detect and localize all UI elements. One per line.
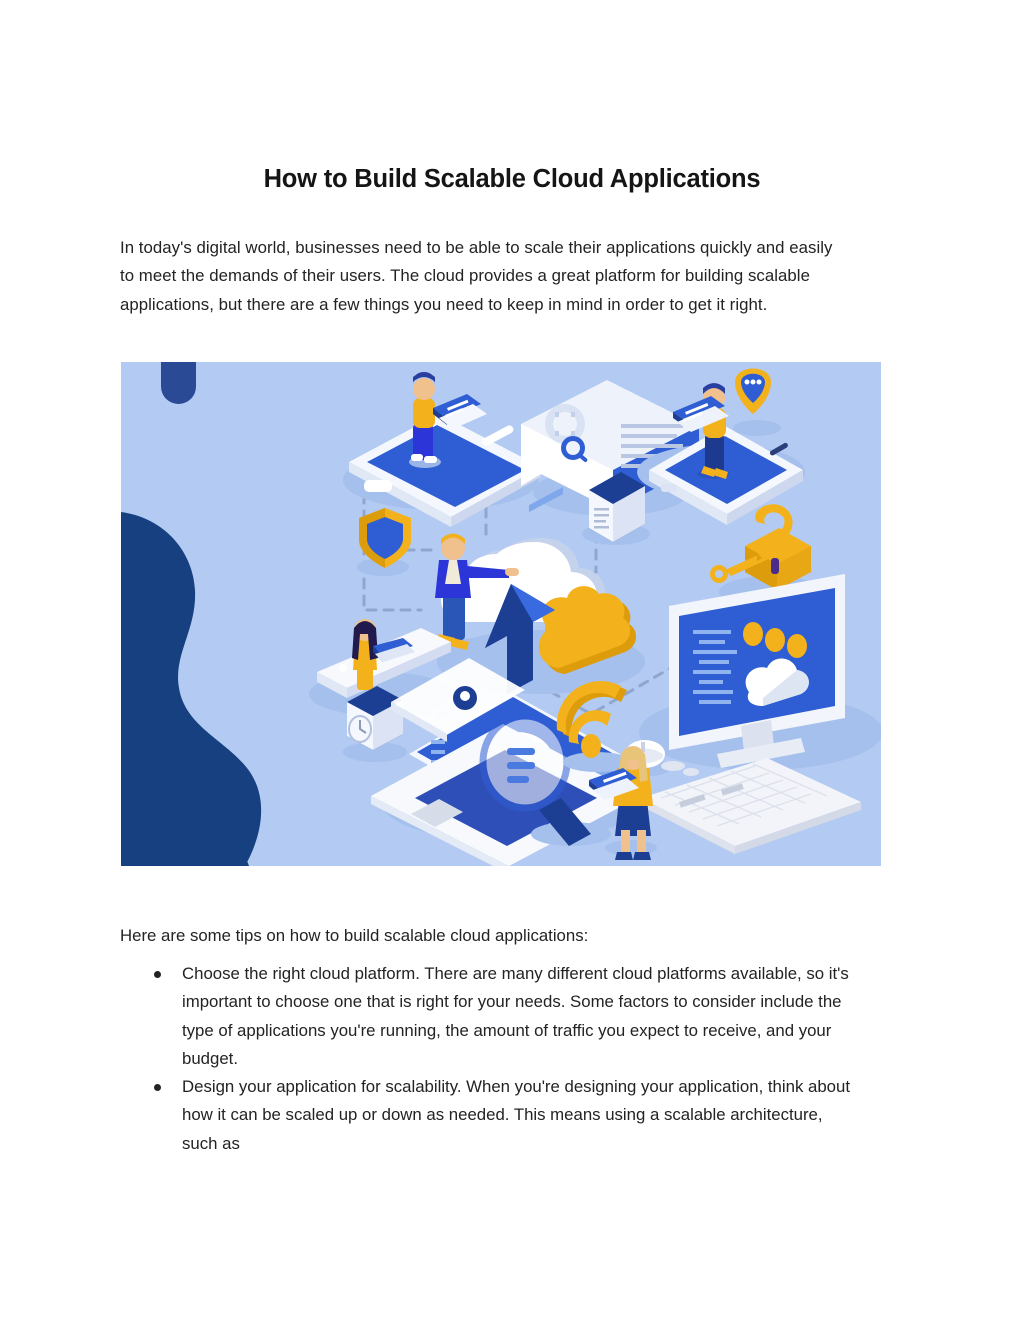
intro-paragraph: In today's digital world, businesses need to be able to scale their applications quickly and easily to meet the demands of their users. The cloud provides a great platform for building scalable applications, but there are a few things you need to keep in mind in order to get it right. (120, 237, 833, 314)
list-item (120, 960, 850, 1073)
list-item-text: Choose the right cloud platform. There are many different cloud platforms available, so it's important to choose one that is right for your needs. Some factors to consider include the type of applications you're running, the amount of traffic you expect to receive, and your budget. (182, 964, 849, 1068)
isometric-cloud-illustration (121, 362, 881, 866)
page-title: How to Build Scalable Cloud Applications (263, 165, 761, 194)
tips-intro-paragraph: Here are some tips on how to build scalable cloud applications: (120, 925, 589, 945)
tips-list (120, 960, 850, 1158)
list-item-text: Design your application for scalability. When you're designing your application, think about how it can be scaled up or down as needed. This means using a scalable architecture, such as (182, 1077, 850, 1153)
cloud-illustration-figure (121, 362, 881, 866)
shield-icon (357, 508, 411, 576)
list-item (120, 1073, 850, 1158)
navy-pill-shape (161, 362, 196, 404)
bullet-icon (154, 971, 161, 978)
bullet-icon (154, 1084, 161, 1091)
